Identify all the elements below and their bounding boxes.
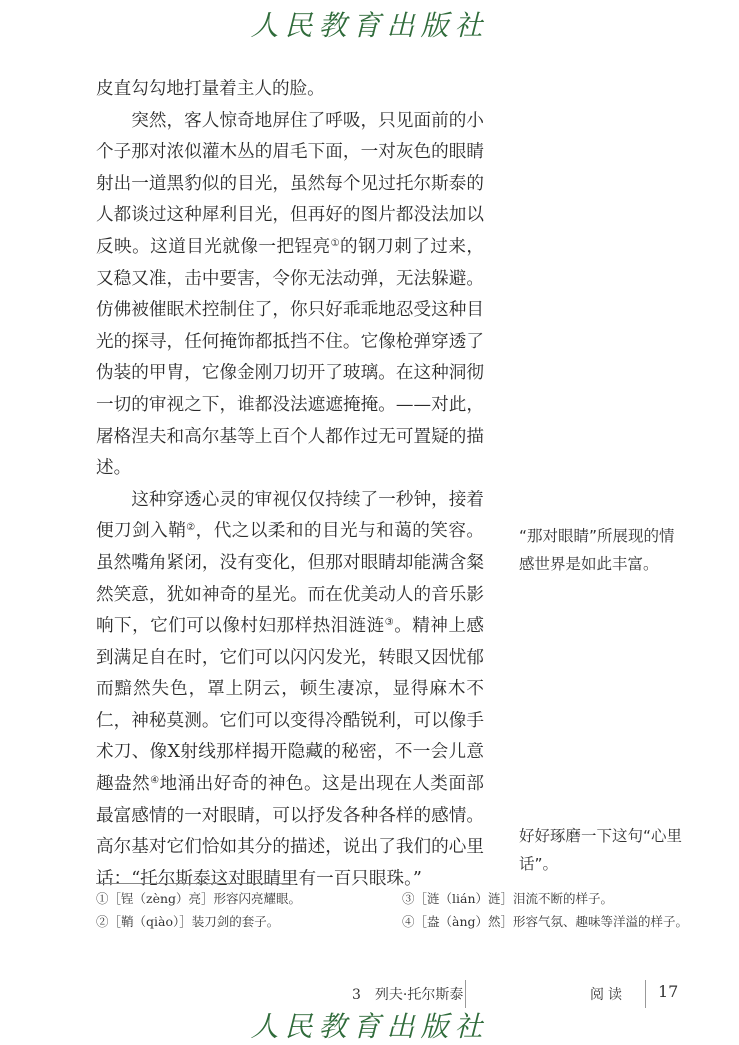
footnote-4: ④［盎（àng）然］形容气氛、趣味等洋溢的样子。 — [402, 914, 689, 929]
main-text — [96, 74, 484, 895]
side-note-words: 好好琢磨一下这句“心里话”。 — [519, 827, 683, 873]
paragraph-2-text-b: 的钢刀刺了过来，又稳又准，击中要害，令你无法动弹，无法躲避。仿佛被催眠术控制住了，你只好乖乖地忍受这种目光的探寻，任何掩饰都抵挡不住。它像枪弹穿透了伪装的甲胄，它像金刚刀切开了玻璃。在这种洞彻一切的审视之下，谁都没法遮遮掩掩。——对此，屠格涅夫和高尔基等上百个人都作过无可置疑的描述。 — [96, 236, 484, 479]
paragraph-3-text-c: 。精神上感到满足自在时，它们可以闪闪发光，转眼又因忧郁而黯然失色，罩上阴云，顿生凄凉，显得麻木不仁，神秘莫测。它们可以变得冷酷锐利，可以像手术刀、像X射线那样揭开隐藏的秘密，不一会儿意趣盎然 — [96, 616, 484, 795]
lesson-title: 3 列夫·托尔斯泰 — [352, 987, 464, 1003]
paragraph-3-text-b: ，代之以柔和的目光与和蔼的笑容。虽然嘴角紧闭，没有变化，但那对眼睛却能满含粲然笑意，犹如神奇的星光。而在优美动人的音乐影响下，它们可以像村妇那样热泪涟涟 — [96, 521, 484, 637]
footnote-3: ③［涟（lián）涟］泪流不断的样子。 — [402, 891, 613, 906]
page-number: 17 — [658, 982, 679, 1001]
footnote-marker-2: ② — [186, 522, 196, 534]
footnote-marker-4: ④ — [150, 775, 160, 787]
footnote-2: ②［鞘（qiào）］装刀剑的套子。 — [96, 914, 280, 929]
footnote-divider — [96, 883, 289, 884]
footer-divider — [465, 980, 466, 1008]
paragraph-3 — [96, 485, 484, 896]
running-footer — [0, 970, 739, 1003]
paragraph-3-text-a: 这种穿透心灵的审视仅仅持续了一秒钟，接着便刀剑入鞘 — [96, 489, 484, 542]
paragraph-1-text: 皮直勾勾地打量着主人的脸。 — [96, 79, 325, 99]
paragraph-3-text-d: 地涌出好奇的神色。这是出现在人类面部最富感情的一对眼睛，可以抒发各种各样的感情。高尔基对它们恰如其分的描述，说出了我们的心里话：“托尔斯泰这对眼睛里有一百只眼珠。” — [96, 774, 484, 889]
footnote-1: ①［锃（zèng）亮］形容闪亮耀眼。 — [96, 891, 302, 906]
section-label: 阅读 — [590, 987, 626, 1003]
publisher-logo-bottom: 人民教育出版社 — [250, 1010, 489, 1043]
publisher-logo-top: 人民教育出版社 — [250, 9, 489, 42]
paragraph-2-text-a: 突然，客人惊奇地屏住了呼吸，只见面前的小个子那对浓似灌木丛的眉毛下面，一对灰色的眼睛射出一道黑豹似的目光，虽然每个见过托尔斯泰的人都谈过这种犀利目光，但再好的图片都没法加以反映。这道目光就像一把锃亮 — [96, 110, 484, 257]
paragraph-2 — [96, 106, 484, 485]
footer-divider — [645, 980, 646, 1008]
footnote-marker-1: ① — [330, 237, 341, 249]
paragraph-1 — [96, 74, 484, 106]
footnote-marker-3: ③ — [384, 617, 395, 629]
side-note-eyes: “那对眼睛”所展现的情感世界是如此丰富。 — [519, 527, 675, 573]
